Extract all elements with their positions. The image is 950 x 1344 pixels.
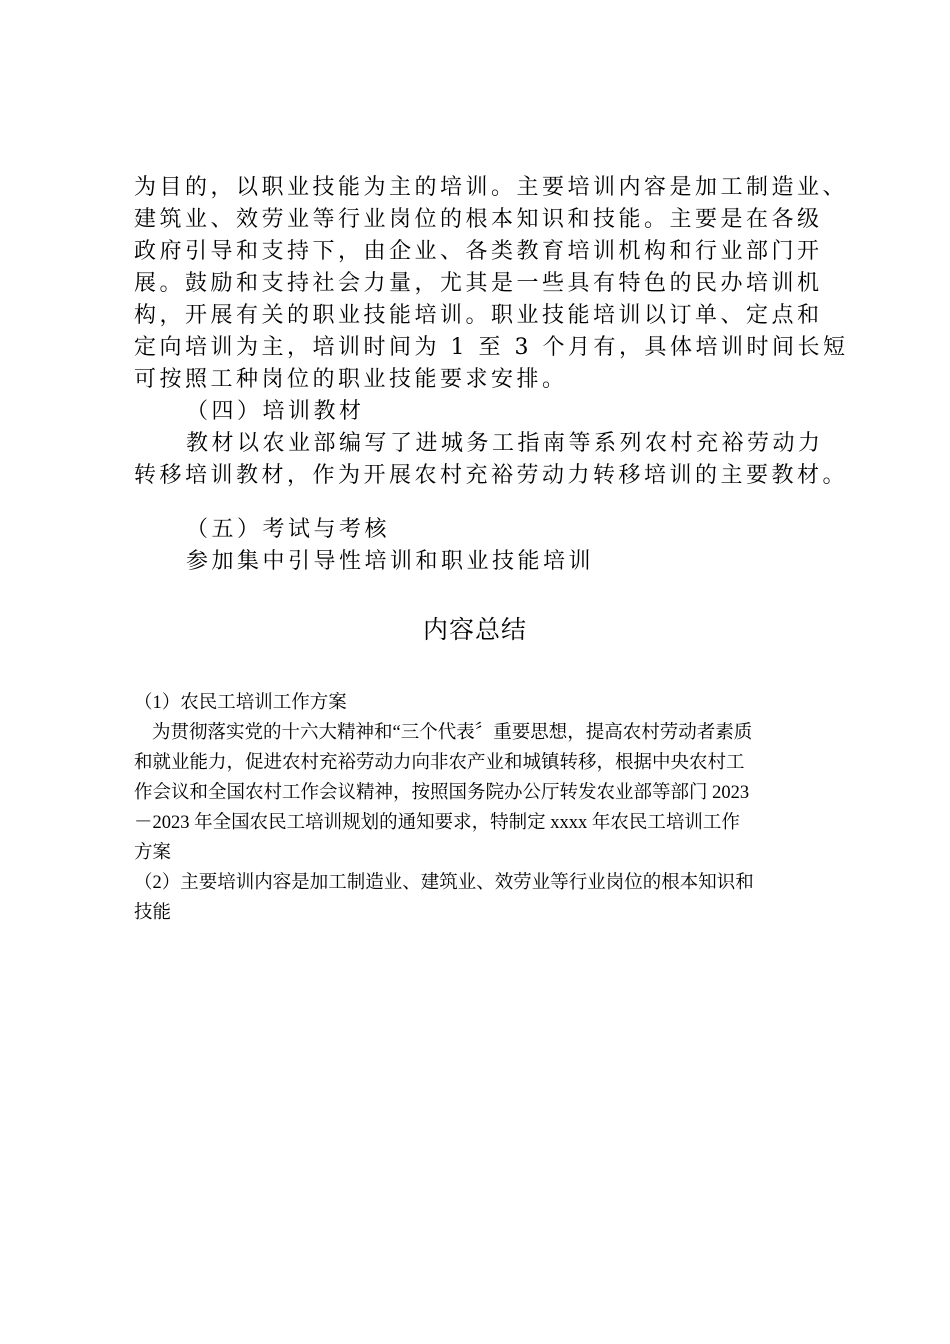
section-heading-exams: （五）考试与考核 [186, 517, 391, 542]
summary-line: 和就业能力，促进农村充裕劳动力向非农产业和城镇转移，根据中央农村工 [134, 753, 745, 773]
summary-line: 技能 [134, 903, 172, 923]
summary-line: －2023 年全国农民工培训规划的通知要求，特制定 xxxx 年农民工培训工作 [134, 813, 740, 833]
paragraph-line: 建筑业、效劳业等行业岗位的根本知识和技能。主要是在各级 [134, 207, 823, 232]
paragraph-line: 参加集中引导性培训和职业技能培训 [186, 549, 595, 574]
summary-title: 内容总结 [422, 615, 527, 644]
spacer [134, 492, 834, 514]
summary-line: 方案 [134, 843, 172, 863]
paragraph-line: 转移培训教材，作为开展农村充裕劳动力转移培训的主要教材。 [134, 463, 849, 488]
paragraph-line: 定向培训为主，培训时间为 1 至 3 个月有，具体培训时间长短 [134, 335, 849, 360]
paragraph-line: 展。鼓励和支持社会力量，尤其是一些具有特色的民办培训机 [134, 271, 823, 296]
summary-line: 作会议和全国农村工作会议精神，按照国务院办公厅转发农业部等部门 2023 [134, 783, 750, 803]
section-heading-textbooks: （四）培训教材 [186, 399, 365, 424]
paragraph-line: 政府引导和支持下，由企业、各类教育培训机构和行业部门开 [134, 239, 823, 264]
paragraph-line: 为目的，以职业技能为主的培训。主要培训内容是加工制造业、 [134, 175, 849, 200]
paragraph-line: 可按照工种岗位的职业技能要求安排。 [134, 367, 568, 392]
summary-item-label: （1）农民工培训工作方案 [134, 693, 347, 713]
summary-line: （2）主要培训内容是加工制造业、建筑业、效劳业等行业岗位的根本知识和 [134, 873, 754, 893]
main-body-text [134, 172, 849, 578]
paragraph-line: 构，开展有关的职业技能培训。职业技能培训以订单、定点和 [134, 303, 823, 328]
summary-line: 为贯彻落实党的十六大精神和“三个代表〞重要思想，提高农村劳动者素质 [152, 723, 753, 743]
summary-section [134, 688, 834, 928]
paragraph-line: 教材以农业部编写了进城务工指南等系列农村充裕劳动力 [186, 431, 824, 456]
